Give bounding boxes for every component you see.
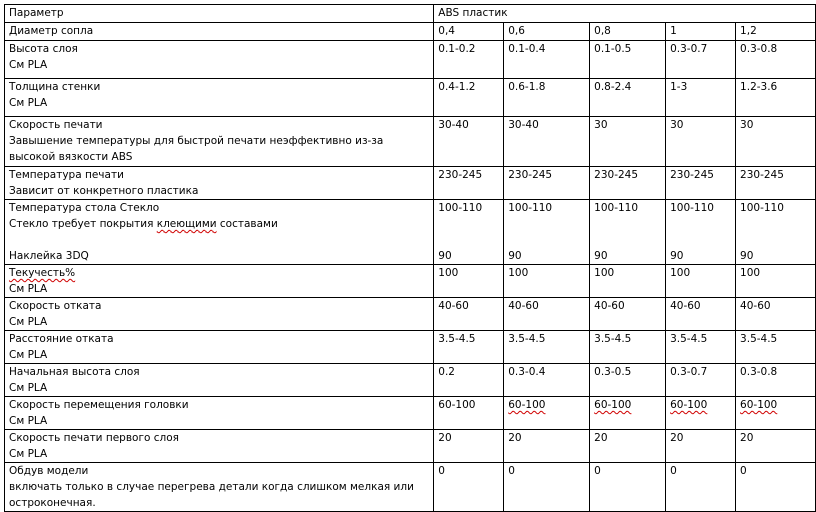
parameter-note: высокой вязкости ABS	[9, 151, 133, 163]
parameter-name: Температура печати	[9, 169, 124, 181]
bed-temperature-row	[5, 200, 816, 265]
parameter-label-cell	[5, 430, 434, 463]
nozzle-value: 1	[666, 23, 736, 41]
value-cell	[590, 397, 666, 430]
value-cell: 100	[434, 265, 504, 298]
parameter-note: Наклейка 3DQ	[9, 250, 89, 262]
value-cell: 0.1-0.5	[590, 41, 666, 79]
value-cell: 1.2-3.6	[736, 79, 816, 117]
value-cell	[666, 200, 736, 265]
value-cell: 0.8-2.4	[590, 79, 666, 117]
parameter-name: Скорость отката	[9, 300, 102, 312]
blank-line	[438, 216, 503, 232]
nozzle-value: 1,2	[736, 23, 816, 41]
value-cell	[504, 200, 590, 265]
value-cell: 40-60	[666, 298, 736, 331]
value-cell: 0.3-0.5	[590, 364, 666, 397]
value-cell: 100	[504, 265, 590, 298]
parameter-name: Начальная высота слоя	[9, 366, 140, 378]
value-cell	[666, 397, 736, 430]
parameter-note: Зависит от конкретного пластика	[9, 185, 199, 197]
blank-line	[670, 232, 735, 248]
value-cell: 100	[736, 265, 816, 298]
table-row	[5, 79, 816, 117]
parameter-note: включать только в случае перегрева детали когда слишком мелкая или	[9, 481, 414, 493]
value-cell: 0	[590, 463, 666, 512]
table-body	[5, 5, 816, 512]
sticker-temperature-value: 90	[438, 250, 452, 262]
parameter-label-cell	[5, 41, 434, 79]
value-cell: 0.3-0.8	[736, 41, 816, 79]
parameter-name: Температура стола Стекло	[9, 202, 160, 214]
value-cell: 230-245	[590, 167, 666, 200]
blank-line	[508, 216, 589, 232]
blank-line	[740, 232, 815, 248]
nozzle-value: 0,6	[504, 23, 590, 41]
value-cell	[736, 200, 816, 265]
value-cell: 30	[736, 117, 816, 167]
parameter-label-cell	[5, 200, 434, 265]
nozzle-label: Диаметр сопла	[5, 23, 434, 41]
table-row	[5, 364, 816, 397]
value-cell: 3.5-4.5	[736, 331, 816, 364]
value-cell: 30	[590, 117, 666, 167]
blank-line	[9, 232, 433, 248]
value-cell: 3.5-4.5	[590, 331, 666, 364]
parameter-label-cell	[5, 167, 434, 200]
value-cell: 40-60	[434, 298, 504, 331]
value-cell: 0.1-0.2	[434, 41, 504, 79]
nozzle-value: 0,8	[590, 23, 666, 41]
value-cell: 230-245	[736, 167, 816, 200]
value-cell: 0.3-0.7	[666, 364, 736, 397]
parameter-label-cell	[5, 463, 434, 512]
blank-line	[740, 216, 815, 232]
parameter-label-cell	[5, 117, 434, 167]
blank-line	[594, 216, 665, 232]
value-cell: 20	[504, 430, 590, 463]
parameter-name: Текучесть%	[9, 267, 76, 279]
parameter-name: Скорость перемещения головки	[9, 399, 189, 411]
parameter-label-cell	[5, 331, 434, 364]
value-cell: 0.4-1.2	[434, 79, 504, 117]
value-cell: 230-245	[504, 167, 590, 200]
parameter-name: Скорость печати первого слоя	[9, 432, 179, 444]
parameter-name: Расстояние отката	[9, 333, 114, 345]
value-cell: 3.5-4.5	[666, 331, 736, 364]
value-cell	[590, 200, 666, 265]
parameter-note: См PLA	[9, 316, 48, 328]
table-row	[5, 117, 816, 167]
value-cell	[504, 397, 590, 430]
parameter-note: См PLA	[9, 448, 48, 460]
value-cell: 0	[504, 463, 590, 512]
value-cell: 0	[736, 463, 816, 512]
nozzle-value: 0,4	[434, 23, 504, 41]
glass-temperature-value: 100-110	[438, 202, 483, 214]
parameter-label-cell	[5, 265, 434, 298]
parameter-note: См PLA	[9, 382, 48, 394]
parameter-label-cell	[5, 364, 434, 397]
flow-row	[5, 265, 816, 298]
header-material-cell: ABS пластик	[434, 5, 816, 23]
sticker-temperature-value: 90	[740, 250, 754, 262]
glass-temperature-value: 100-110	[508, 202, 553, 214]
parameter-label-cell	[5, 79, 434, 117]
header-param-cell: Параметр	[5, 5, 434, 23]
sticker-temperature-value: 90	[670, 250, 684, 262]
value-cell: 0.3-0.4	[504, 364, 590, 397]
parameter-name: Обдув модели	[9, 465, 89, 477]
abs-settings-table	[4, 4, 816, 512]
value-cell: 30-40	[504, 117, 590, 167]
value-cell	[434, 200, 504, 265]
value-cell: 20	[736, 430, 816, 463]
value-cell: 40-60	[736, 298, 816, 331]
table-row	[5, 397, 816, 430]
value-cell: 230-245	[434, 167, 504, 200]
value-cell	[736, 397, 816, 430]
value-cell: 20	[590, 430, 666, 463]
blank-line	[670, 216, 735, 232]
value-cell: 40-60	[590, 298, 666, 331]
table-row	[5, 167, 816, 200]
parameter-label-cell	[5, 397, 434, 430]
spellcheck-value: 60-100	[594, 399, 632, 411]
value-cell: 40-60	[504, 298, 590, 331]
spellcheck-value: 60-100	[670, 399, 708, 411]
value-cell: 0.3-0.8	[736, 364, 816, 397]
value-cell: 60-100	[434, 397, 504, 430]
value-cell: 30	[666, 117, 736, 167]
glass-temperature-value: 100-110	[594, 202, 639, 214]
parameter-note: См PLA	[9, 349, 48, 361]
table-row	[5, 463, 816, 512]
parameter-name: Толщина стенки	[9, 81, 101, 93]
table-row	[5, 430, 816, 463]
glass-temperature-value: 100-110	[670, 202, 714, 214]
nozzle-row	[5, 23, 816, 41]
parameter-name: Высота слоя	[9, 43, 78, 55]
value-cell: 30-40	[434, 117, 504, 167]
blank-line	[438, 232, 503, 248]
value-cell: 0.2	[434, 364, 504, 397]
parameter-note: См PLA	[9, 283, 48, 295]
blank-line	[594, 232, 665, 248]
value-cell: 230-245	[666, 167, 736, 200]
value-cell: 100	[590, 265, 666, 298]
value-cell: 3.5-4.5	[504, 331, 590, 364]
parameter-note: Завышение температуры для быстрой печати неэффективно из-за	[9, 135, 384, 147]
value-cell: 20	[666, 430, 736, 463]
note-text: составами	[216, 218, 278, 230]
parameter-note	[9, 216, 433, 232]
table-row	[5, 331, 816, 364]
spellcheck-word: клеющими	[156, 218, 217, 230]
parameter-label-cell	[5, 298, 434, 331]
value-cell: 0.3-0.7	[666, 41, 736, 79]
sticker-temperature-value: 90	[508, 250, 522, 262]
value-cell: 20	[434, 430, 504, 463]
table-row	[5, 41, 816, 79]
parameter-note: См PLA	[9, 59, 48, 71]
value-cell: 1-3	[666, 79, 736, 117]
glass-temperature-value: 100-110	[740, 202, 784, 214]
value-cell: 0.6-1.8	[504, 79, 590, 117]
parameter-note: остроконечная.	[9, 497, 96, 509]
blank-line	[508, 232, 589, 248]
value-cell: 0	[666, 463, 736, 512]
table-row	[5, 298, 816, 331]
value-cell: 0	[434, 463, 504, 512]
parameter-name: Скорость печати	[9, 119, 103, 131]
note-text: Стекло требует покрытия	[9, 218, 157, 230]
sticker-temperature-value: 90	[594, 250, 608, 262]
parameter-note: См PLA	[9, 415, 48, 427]
header-row	[5, 5, 816, 23]
value-cell: 100	[666, 265, 736, 298]
value-cell: 3.5-4.5	[434, 331, 504, 364]
value-cell: 0.1-0.4	[504, 41, 590, 79]
spellcheck-value: 60-100	[740, 399, 778, 411]
parameter-note: См PLA	[9, 97, 48, 109]
spellcheck-value: 60-100	[508, 399, 546, 411]
